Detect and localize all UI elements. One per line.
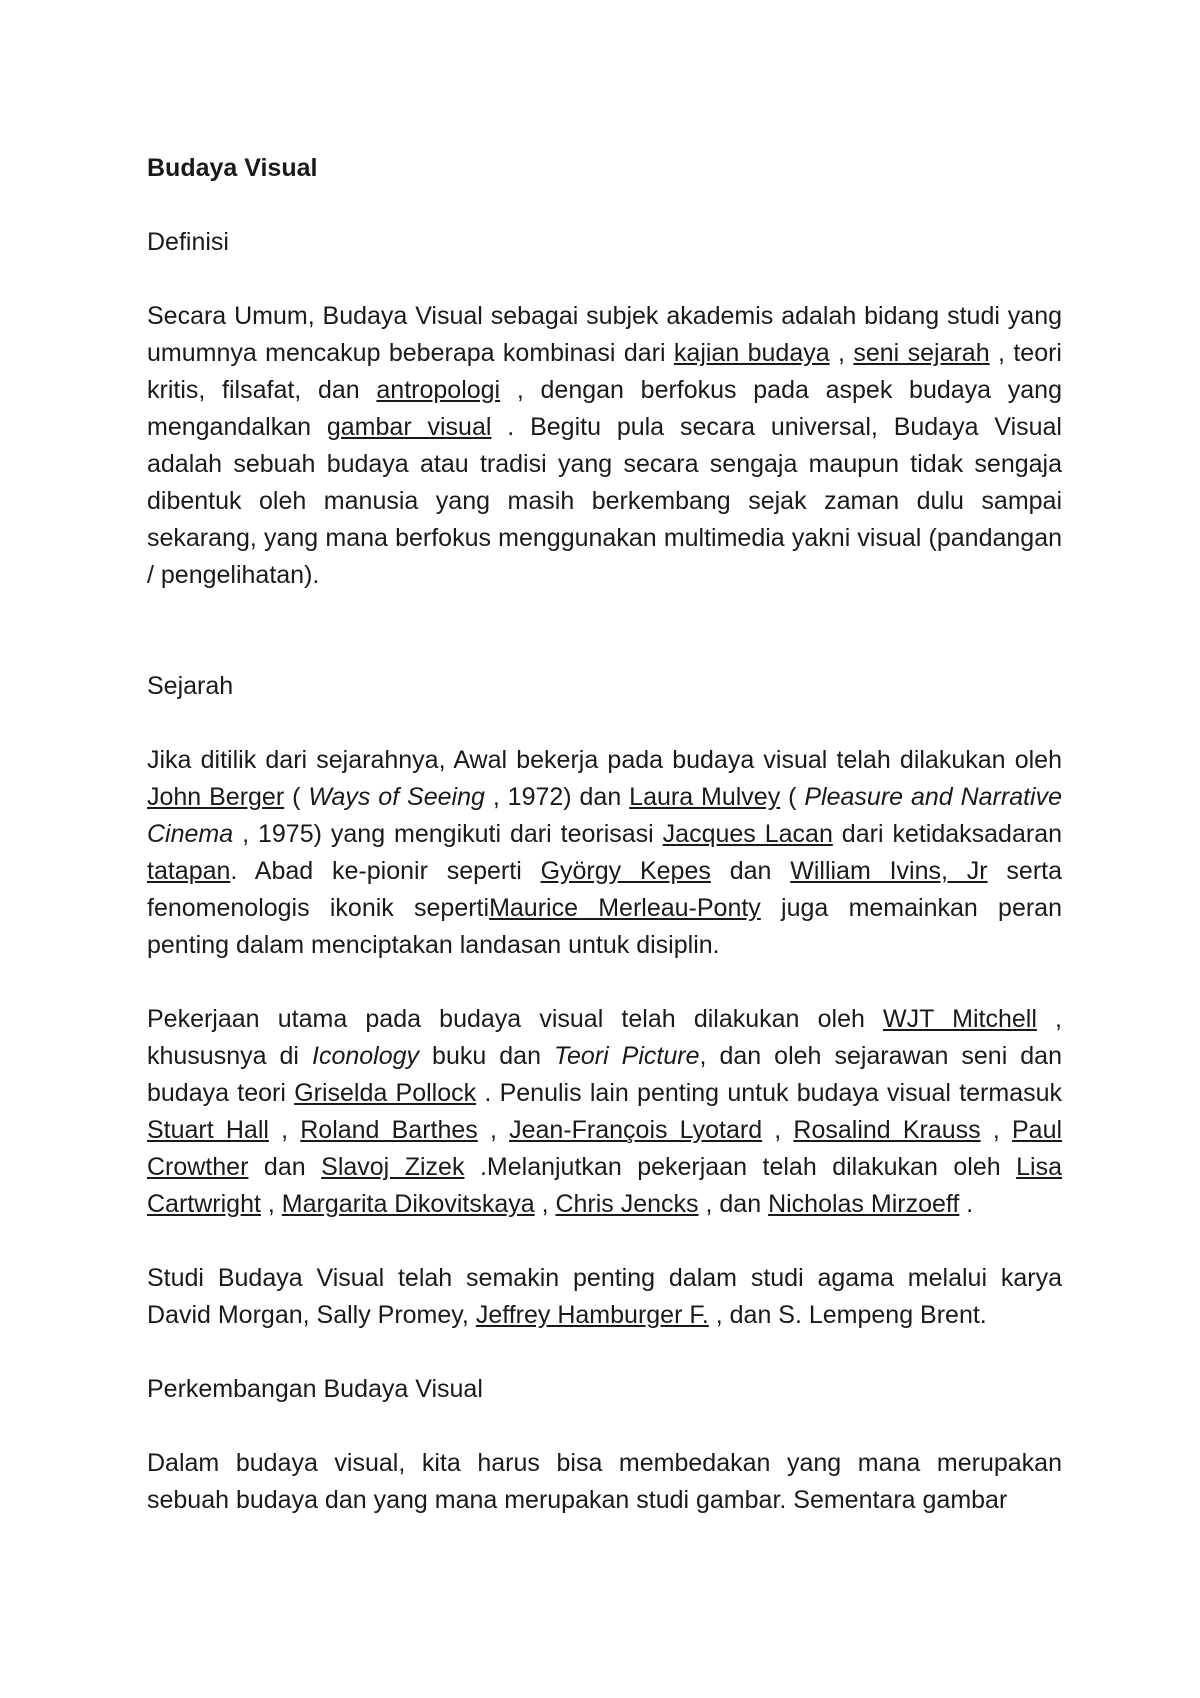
text-run: ,	[477, 1116, 510, 1144]
text-run: .Melanjutkan pekerjaan telah dilakukan oleh	[464, 1153, 1017, 1181]
text-run: serta fenomenologis ikonik seperti	[147, 857, 1062, 922]
text-run: , teori kritis, filsafat, dan	[147, 339, 1062, 404]
text-run: Pekerjaan utama pada budaya visual telah dilakukan oleh	[147, 1005, 884, 1033]
paragraph-perkembangan	[147, 1445, 1062, 1519]
text-run: , dan oleh sejarawan seni dan budaya teori	[147, 1042, 1062, 1107]
text-run: , khususnya di	[147, 1005, 1062, 1070]
text-run: . Penulis lain penting untuk budaya visual termasuk	[476, 1079, 1063, 1107]
inline-link[interactable]: Maurice Merleau-Ponty	[489, 894, 761, 922]
text-run: buku dan	[419, 1042, 554, 1070]
inline-link[interactable]: antropologi	[376, 376, 501, 404]
inline-link[interactable]: Paul Crowther	[147, 1116, 1063, 1181]
inline-link[interactable]: John Berger	[147, 783, 285, 811]
paragraph-sejarah-3	[147, 1260, 1062, 1334]
inline-link[interactable]: seni sejarah	[853, 339, 990, 367]
text-run: , 1972) dan	[484, 783, 630, 811]
inline-link[interactable]: Slavoj Zizek	[321, 1153, 465, 1181]
text-run: (	[780, 783, 805, 811]
document-title: Budaya Visual	[147, 154, 318, 182]
paragraph-sejarah-2	[147, 1001, 1062, 1223]
inline-link[interactable]: Laura Mulvey	[629, 783, 781, 811]
text-run: Jika ditilik dari sejarahnya, Awal bekerja pada budaya visual telah dilakukan oleh	[147, 746, 1062, 774]
text-run: , dan	[698, 1190, 769, 1218]
italic-title: Iconology	[312, 1042, 420, 1070]
text-run: . Begitu pula secara universal, Budaya Visual adalah sebuah budaya atau tradisi yang secara sengaja maupun tidak sengaja dibentuk oleh manusia yang masih berkembang sejak zaman dulu sampai sekarang, yang mana berfokus menggunakan multimedia yakni visual (pandangan / pengelihatan).	[147, 413, 1062, 589]
text-run: dan	[248, 1153, 322, 1181]
italic-title: Pleasure and Narrative Cinema	[147, 783, 1062, 848]
text-run: . Abad ke-pionir seperti	[230, 857, 541, 885]
italic-title: Teori Picture	[554, 1042, 700, 1070]
text-run: ,	[260, 1190, 282, 1218]
inline-link[interactable]: Roland Barthes	[300, 1116, 478, 1144]
section-heading-sejarah: Sejarah	[147, 672, 234, 700]
inline-link[interactable]: Rosalind Krauss	[793, 1116, 981, 1144]
inline-link[interactable]: WJT Mitchell	[883, 1005, 1037, 1033]
italic-title: Ways of Seeing	[308, 783, 485, 811]
inline-link[interactable]: Jeffrey Hamburger F.	[475, 1301, 709, 1329]
text-run: , dan S. Lempeng Brent.	[708, 1301, 987, 1329]
section-heading-perkembangan: Perkembangan Budaya Visual	[147, 1375, 483, 1403]
text-run: juga memainkan peran penting dalam menciptakan landasan untuk disiplin.	[147, 894, 1062, 959]
inline-link[interactable]: tatapan	[147, 857, 231, 885]
paragraph-sejarah-1	[147, 742, 1062, 964]
inline-link[interactable]: Lisa Cartwright	[147, 1153, 1062, 1218]
text-run: ,	[534, 1190, 556, 1218]
inline-link[interactable]: gambar visual	[326, 413, 492, 441]
text-run: , 1975) yang mengikuti dari teorisasi	[233, 820, 663, 848]
inline-link[interactable]: Griselda Pollock	[294, 1079, 477, 1107]
inline-link[interactable]: Chris Jencks	[555, 1190, 699, 1218]
text-run: (	[284, 783, 309, 811]
inline-link[interactable]: Jacques Lacan	[662, 820, 833, 848]
text-run: Secara Umum, Budaya Visual sebagai subjek akademis adalah bidang studi yang umumnya mencakup beberapa kombinasi dari	[147, 302, 1062, 367]
inline-link[interactable]: Jean-François Lyotard	[509, 1116, 763, 1144]
paragraph-definisi	[147, 298, 1062, 594]
text-run: ,	[829, 339, 854, 367]
text-run: dari ketidaksadaran	[832, 820, 1062, 848]
text-run: Studi Budaya Visual telah semakin penting dalam studi agama melalui karya David Morgan, Sally Promey,	[147, 1264, 1062, 1329]
section-heading-definisi: Definisi	[147, 228, 229, 256]
text-run: ,	[980, 1116, 1012, 1144]
text-run: Dalam budaya visual, kita harus bisa membedakan yang mana merupakan sebuah budaya dan yang mana merupakan studi gambar. Sementara gambar	[147, 1449, 1062, 1514]
inline-link[interactable]: William Ivins, Jr	[790, 857, 988, 885]
inline-link[interactable]: Margarita Dikovitskaya	[281, 1190, 535, 1218]
inline-link[interactable]: Stuart Hall	[147, 1116, 269, 1144]
inline-link[interactable]: Nicholas Mirzoeff	[768, 1190, 960, 1218]
text-run: ,	[762, 1116, 794, 1144]
document-page	[147, 150, 1062, 1556]
text-run: ,	[268, 1116, 301, 1144]
inline-link[interactable]: György Kepes	[540, 857, 711, 885]
inline-link[interactable]: kajian budaya	[673, 339, 830, 367]
text-run: , dengan berfokus pada aspek budaya yang mengandalkan	[147, 376, 1062, 441]
text-run: dan	[710, 857, 791, 885]
text-run: .	[959, 1190, 974, 1218]
